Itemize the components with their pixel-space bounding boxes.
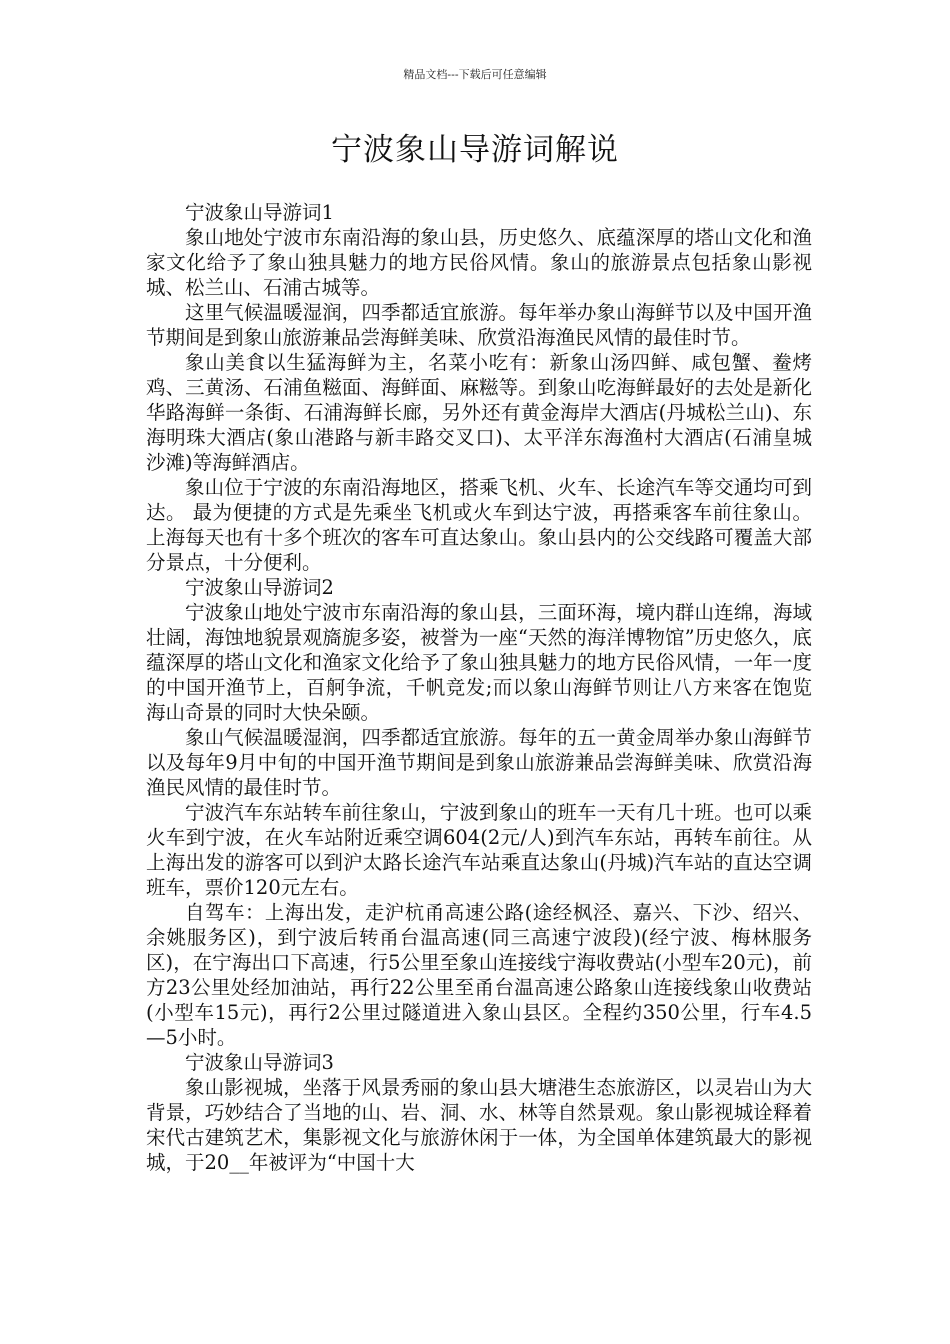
header-note: 精品文档---下载后可任意编辑 [403,68,547,81]
paragraph: 象山地处宁波市东南沿海的象山县，历史悠久、底蕴深厚的塔山文化和渔家文化给予了象山独具魅力的地方民俗风情。象山的旅游景点包括象山影视城、松兰山、石浦古城等。 [146,226,812,299]
paragraph: 这里气候温暖湿润，四季都适宜旅游。每年举办象山海鲜节以及中国开渔节期间是到象山旅游兼品尝海鲜美味、欣赏沿海渔民风情的最佳时节。 [146,301,812,349]
paragraph: 宁波汽车东站转车前往象山，宁波到象山的班车一天有几十班。也可以乘火车到宁波，在火车站附近乘空调604(2元/人)到汽车东站，再转车前往。从上海出发的游客可以到沪太路长途汽车站乘直达象山(丹城)汽车站的直达空调班车，票价120元左右。 [146,801,812,899]
section-heading: 宁波象山导游词1 [185,201,334,224]
paragraph: 象山气候温暖湿润，四季都适宜旅游。每年的五一黄金周举办象山海鲜节以及每年9月中旬的中国开渔节期间是到象山旅游兼品尝海鲜美味、欣赏沿海渔民风情的最佳时节。 [146,726,812,799]
paragraph: 象山位于宁波的东南沿海地区，搭乘飞机、火车、长途汽车等交通均可到达。 最为便捷的方式是先乘坐飞机或火车到达宁波，再搭乘客车前往象山。上海每天也有十多个班次的客车可直达象山。象山县内的公交线路可覆盖大部分景点，十分便利。 [146,476,812,574]
paragraph: 象山美食以生猛海鲜为主，名菜小吃有：新象山汤四鲜、咸包蟹、鲞烤鸡、三黄汤、石浦鱼糍面、海鲜面、麻糍等。到象山吃海鲜最好的去处是新化华路海鲜一条街、石浦海鲜长廊，另外还有黄金海岸大酒店(丹城松兰山)、东海明珠大酒店(象山港路与新丰路交叉口)、太平洋东海渔村大酒店(石浦皇城沙滩)等海鲜酒店。 [146,351,812,474]
paragraph: 宁波象山地处宁波市东南沿海的象山县，三面环海，境内群山连绵，海域壮阔，海蚀地貌景观旖旎多姿，被誉为一座“天然的海洋博物馆”历史悠久，底蕴深厚的塔山文化和渔家文化给予了象山独具魅力的地方民俗风情，一年一度的中国开渔节上，百舸争流，千帆竞发;而以象山海鲜节则让八方来客在饱览海山奇景的同时大快朵颐。 [146,601,812,724]
section-heading: 宁波象山导游词3 [185,1051,334,1074]
document-body [146,200,812,1175]
page-title: 宁波象山导游词解说 [331,132,619,168]
paragraph: 自驾车：上海出发，走沪杭甬高速公路(途经枫泾、嘉兴、下沙、绍兴、余姚服务区)，到宁波后转甬台温高速(同三高速宁波段)(经宁波、梅林服务区)，在宁海出口下高速，行5公里至象山连接线宁海收费站(小型车20元)，前方23公里处经加油站，再行22公里至甬台温高速公路象山连接线象山收费站(小型车15元)，再行2公里过隧道进入象山县区。全程约350公里，行车4.5—5小时。 [146,901,812,1049]
paragraph: 象山影视城，坐落于风景秀丽的象山县大塘港生态旅游区，以灵岩山为大背景，巧妙结合了当地的山、岩、洞、水、林等自然景观。象山影视城诠释着宋代古建筑艺术，集影视文化与旅游休闲于一体，为全国单体建筑最大的影视城，于20__年被评为“中国十大 [146,1076,812,1174]
section-heading: 宁波象山导游词2 [185,576,334,599]
